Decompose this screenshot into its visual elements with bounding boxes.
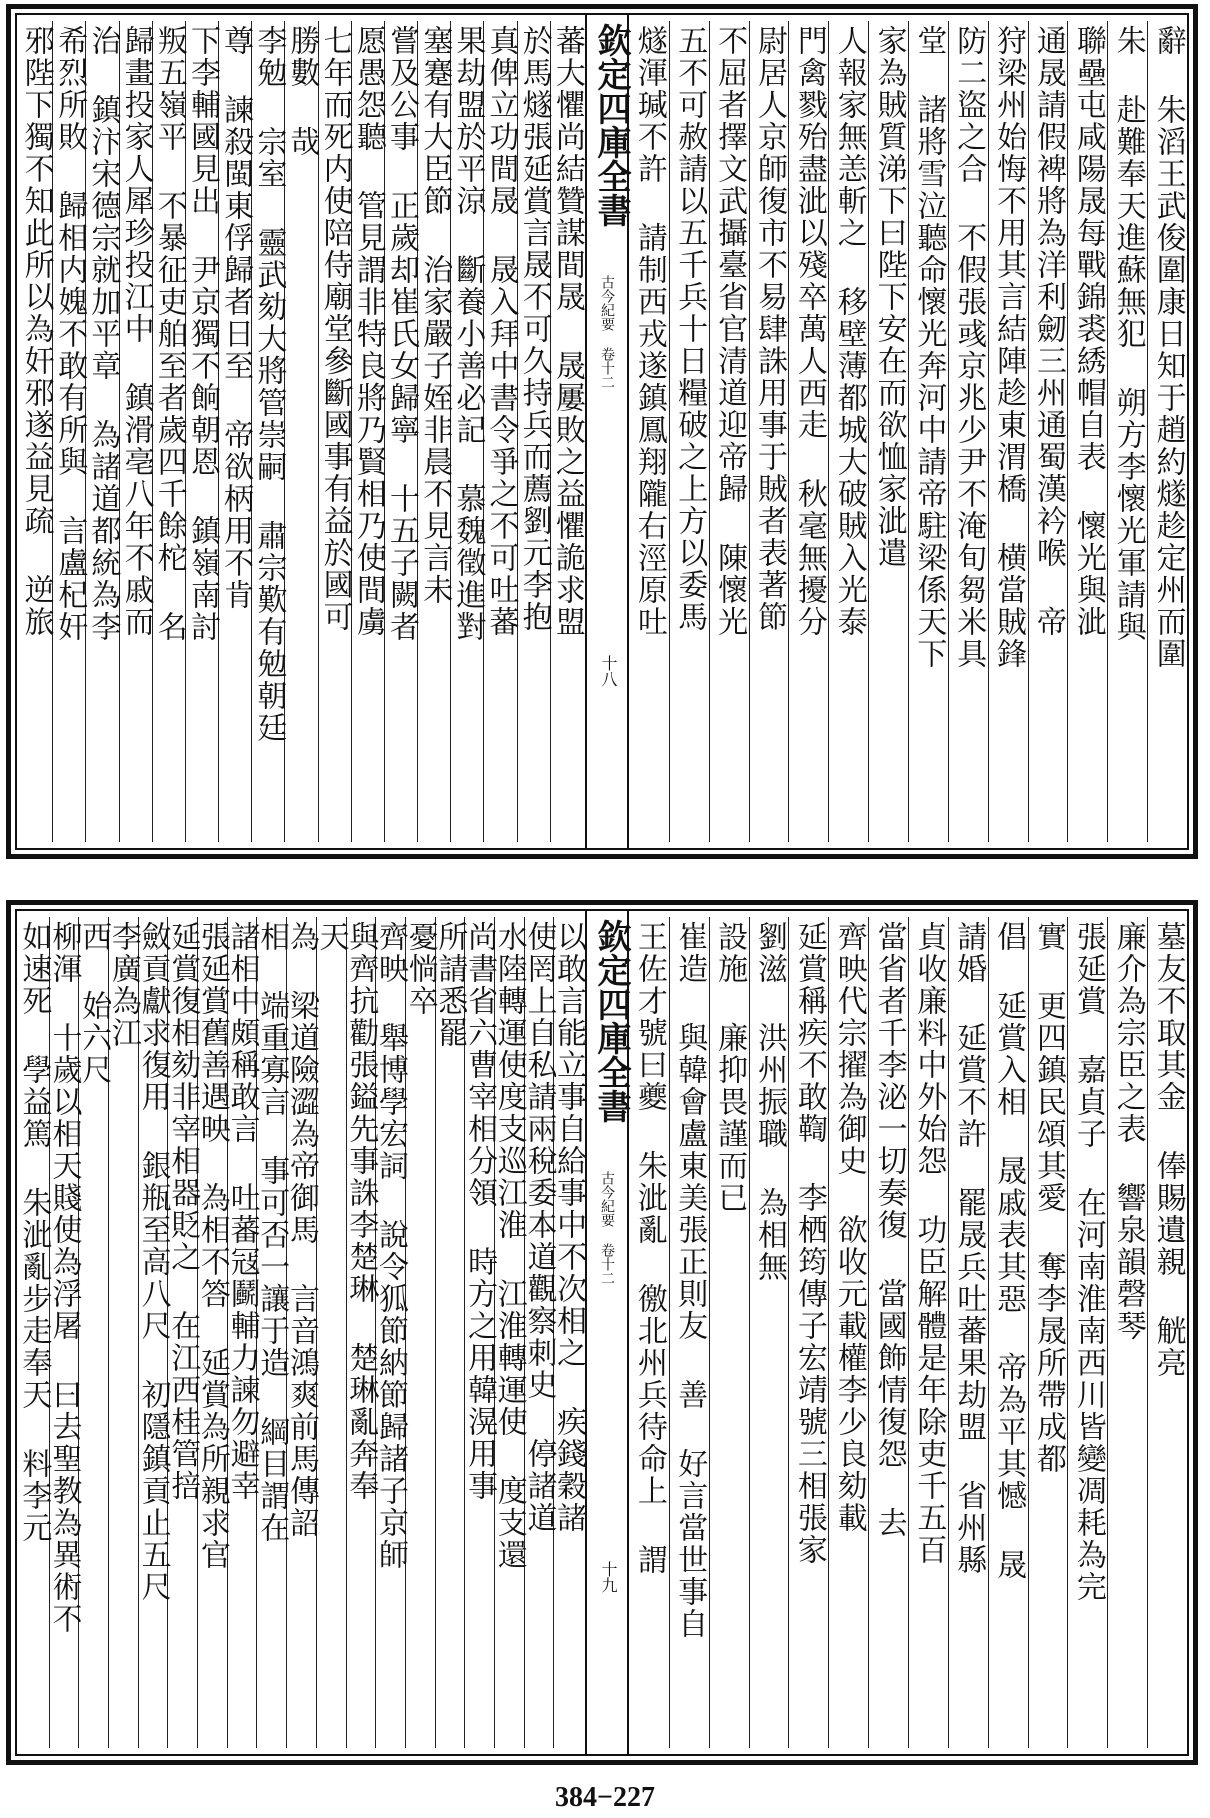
column-text: 家為賊質涕下曰陛下安在而欲恤家泚遣 (871, 25, 907, 569)
column-text: 與齊抗勸張鎰先事誅李楚琳 楚琳亂奔奉 (343, 921, 379, 1502)
page-number: 384−227 (555, 1782, 655, 1813)
text-column (868, 21, 908, 842)
text-column (318, 21, 351, 842)
text-column (152, 21, 185, 842)
column-text: 齊映 舉博學宏詞 說令狐節納節歸諸子京師 (373, 921, 409, 1571)
text-column (709, 917, 749, 1748)
text-column (283, 917, 319, 1748)
column-text: 通晟請假裨將為洋利劒三州通蜀漢衿喉 帝 (1030, 25, 1066, 638)
text-column (1147, 21, 1187, 842)
text-column (948, 917, 988, 1748)
text-column (908, 21, 948, 842)
text-column (105, 917, 141, 1748)
column-text: 尚書省六曹宰相分領 時方之用韓滉用事 (462, 921, 498, 1502)
column-text: 當省者千李泌一切奏復 當國飾情復怨 去 (871, 921, 907, 1539)
column-text: 張延賞 嘉貞子 在河南淮南西川皆變凋耗為完 (1070, 921, 1106, 1603)
bottom-page-frame (15, 909, 1189, 1756)
column-text: 燧渾瑊不許 請制西戎遂鎮鳳翔隴右涇原吐 (631, 25, 667, 638)
column-text: 邪陛下獨不知此所以為奸邪遂益見疏 逆旅 (18, 25, 54, 638)
text-column (669, 917, 709, 1748)
column-text: 真俾立功間晟 晟入拜中書令爭之不可吐蕃 (483, 25, 519, 638)
column-text: 狩梁州始悔不用其言結陣趁東渭橋 横當賊鋒 (991, 25, 1027, 670)
spine-title: 欽定四庫全書 (591, 23, 631, 227)
column-text: 七年而死内使陪侍廟堂參斷國事有益於國可 (317, 25, 353, 633)
text-column (52, 21, 88, 842)
column-text: 倡 延賞入相 晟戚表其惡 帝為平其憾 晟 (991, 921, 1027, 1581)
text-column (135, 917, 171, 1748)
column-text: 叛五嶺平 不暴征吏舶至者歲四千餘柁 名 (151, 25, 187, 643)
column-text: 請婚 延賞不許 罷晟兵吐蕃果劫盟 省州縣 (951, 921, 987, 1576)
column-text: 斂貢獻求復用 銀瓶至高八尺 初隱鎮貢止五尺 (135, 921, 171, 1603)
text-column (194, 917, 230, 1748)
column-text: 李勉 宗室 靈武劾大將管崇嗣 肅宗歎有勉朝廷 (251, 25, 287, 744)
column-text: 尊 諫殺閩東俘歸者日至 帝欲柄用不肯 (218, 25, 254, 611)
column-text: 尉居人京師復市不易肆誅用事于賊者表著節 (751, 25, 787, 633)
text-column (450, 21, 486, 842)
text-column (384, 21, 420, 842)
text-column (165, 917, 201, 1748)
column-text: 張延賞舊善遇映 為相不答 延賞為所親求官 (194, 921, 230, 1571)
column-text: 李廣為江 (105, 921, 141, 1049)
column-text: 設施 廉抑畏謹而已 (712, 921, 748, 1214)
column-text: 為 梁道險澀為帝御馬 言音鴻爽前馬傳詔 (283, 921, 319, 1539)
text-column (119, 21, 152, 842)
column-text: 果劫盟於平涼 斷養小善必記 慕魏徵進對 (450, 25, 486, 643)
column-text: 嘗及公事 正歲却崔氏女歸寧 十五子闕者 (384, 25, 420, 643)
column-text: 如速死 學益篤 朱泚亂步走奉天 料李元 (16, 921, 52, 1544)
text-column (313, 917, 349, 1748)
text-column (19, 21, 52, 842)
text-column (988, 917, 1028, 1748)
column-text: 愿愚怨聽 管見謂非特良將乃賢相乃使間虜 (350, 25, 386, 638)
text-column (1067, 21, 1107, 842)
text-column (373, 917, 409, 1748)
column-text: 於馬燧張延賞言晟不可久持兵而薦劉元李抱 (516, 25, 552, 633)
text-column (709, 21, 749, 842)
column-text: 希烈所敗 歸相内媿不敢有所與 言盧杞奸 (52, 25, 88, 643)
top-spine (585, 15, 629, 848)
text-column (1147, 917, 1187, 1748)
column-text: 朱 赴難奉天進蘇無犯 朔方李懷光軍請與 (1110, 25, 1146, 643)
column-text: 所請悉罷 (432, 921, 468, 1049)
column-text: 不屈者擇文武攝臺省官清道迎帝歸 陳懷光 (712, 25, 748, 638)
column-text: 堂 諸將雪泣聽命懷光奔河中請帝駐梁係天下 (911, 25, 947, 670)
text-column (462, 917, 498, 1748)
column-text: 墓友不取其金 俸賜遺親 觥亮 (1150, 921, 1186, 1379)
column-text: 諸相中頗稱敢言 吐蕃冦鬬輔力諫勿避幸 (224, 921, 260, 1502)
top-page (6, 4, 1198, 859)
column-text: 貞收廉料中外始怨 功臣解體是年除吏千五百 (911, 921, 947, 1566)
text-column (521, 917, 557, 1748)
text-column (432, 917, 468, 1748)
spine-page-number: 十八 (599, 655, 618, 687)
text-column (550, 21, 583, 842)
column-text: 齊映代宗擢為御史 欲收元載權李少良劾載 (831, 921, 867, 1534)
text-column (251, 21, 287, 842)
column-text: 五不可赦請以五千兵十日糧破之上方以委馬 (672, 25, 708, 633)
text-column (988, 21, 1028, 842)
text-column (788, 917, 828, 1748)
bottom-spine (585, 911, 629, 1754)
column-text: 門禽戮殆盡泚以殘卒萬人西走 秋毫無擾分 (791, 25, 827, 638)
text-column (669, 21, 709, 842)
text-column (284, 21, 320, 842)
column-text: 水陸轉運使度支巡江淮 江淮轉運使 度支還 (491, 921, 527, 1571)
column-text: 崔造 與韓會盧東美張正則友 善 好言當世事自 (672, 921, 708, 1640)
text-column (85, 21, 121, 842)
text-column (343, 917, 379, 1748)
text-column (948, 21, 988, 842)
text-column (351, 21, 384, 842)
text-column (749, 917, 789, 1748)
text-column (788, 21, 828, 842)
column-text: 聯壘屯咸陽晟每戰錦裘綉帽自表 懷光與泚 (1070, 25, 1106, 638)
text-column (417, 21, 453, 842)
column-text: 實 更四鎮民頌其愛 奪李晟所帶成都 (1030, 921, 1066, 1475)
column-text: 人報家無恙斬之 移壁薄都城大破賊入光泰 (831, 25, 867, 638)
column-text: 柳渾 十歲以相天賤使為浮屠 曰去聖教為異術不 (46, 921, 82, 1635)
column-text: 下李輔國見出 尹京獨不餉朝恩 鎮嶺南討 (184, 25, 220, 643)
text-column (749, 21, 789, 842)
text-column (1107, 21, 1147, 842)
column-text: 延賞復相劾非宰相器貶之 在江西桂管掊 (165, 921, 201, 1502)
text-column (517, 21, 550, 842)
text-column (1067, 917, 1107, 1748)
text-column (491, 917, 527, 1748)
text-column (254, 917, 290, 1748)
text-column (185, 21, 218, 842)
top-page-frame (15, 13, 1189, 850)
text-column (218, 21, 254, 842)
column-text: 憂惝卒 (402, 921, 438, 1017)
text-column (828, 21, 868, 842)
text-column (551, 917, 587, 1748)
text-column (868, 917, 908, 1748)
column-text: 天 (313, 921, 349, 953)
bottom-page (6, 900, 1198, 1765)
spine-volume: 古今紀要 卷十二 (599, 1171, 615, 1285)
text-column (402, 917, 438, 1748)
column-text: 塞蹇有大臣節 治家嚴子姪非晨不見言未 (417, 25, 453, 606)
text-column (1028, 917, 1068, 1748)
spine-volume: 古今紀要 卷十二 (599, 275, 615, 389)
spine-page-number: 十九 (599, 1561, 618, 1593)
column-text: 勝數 哉 (284, 25, 320, 158)
column-text: 治 鎮汴宋德宗就加平章 為諸道都統為李 (85, 25, 121, 643)
text-column (1028, 21, 1068, 842)
column-text: 使罔上自私請兩稅委本道觀察刺史 停諸道 (521, 921, 557, 1534)
column-text: 劉滋 洪州振職 為相無 (751, 921, 787, 1283)
column-text: 王佐才號曰夔 朱泚亂 徼北州兵待命上 謂 (631, 921, 667, 1576)
column-text: 辭 朱滔王武俊圍康日知于趙約燧趁定州而圍 (1150, 25, 1186, 670)
text-column (16, 917, 52, 1748)
column-text: 以敢言能立事自給事中不次相之 疾錢穀諸 (551, 921, 587, 1534)
column-text: 歸畫投家人犀珍投江中 鎮滑亳八年不戚而 (118, 25, 154, 638)
text-column (46, 917, 82, 1748)
column-text: 防二盜之合 不假張彧京兆少尹不淹旬芻米具 (951, 25, 987, 670)
text-column (76, 917, 112, 1748)
text-column (908, 917, 948, 1748)
spine-title: 欽定四庫全書 (591, 919, 631, 1123)
column-text: 西 始六尺 (76, 921, 112, 1086)
column-text: 延賞稱疾不敢鞫 李栖筠傳子宏靖號三相張家 (791, 921, 827, 1566)
text-column (1107, 917, 1147, 1748)
column-text: 蕃大懼尚結贊謀間晟 晟屢敗之益懼詭求盟 (549, 25, 585, 638)
text-column (483, 21, 519, 842)
column-text: 相 端重寡言 事可否一讓于造 綱目謂在 (254, 921, 290, 1544)
text-column (224, 917, 260, 1748)
text-column (828, 917, 868, 1748)
column-text: 廉介為宗臣之表 響泉韻磬琴 (1110, 921, 1146, 1342)
